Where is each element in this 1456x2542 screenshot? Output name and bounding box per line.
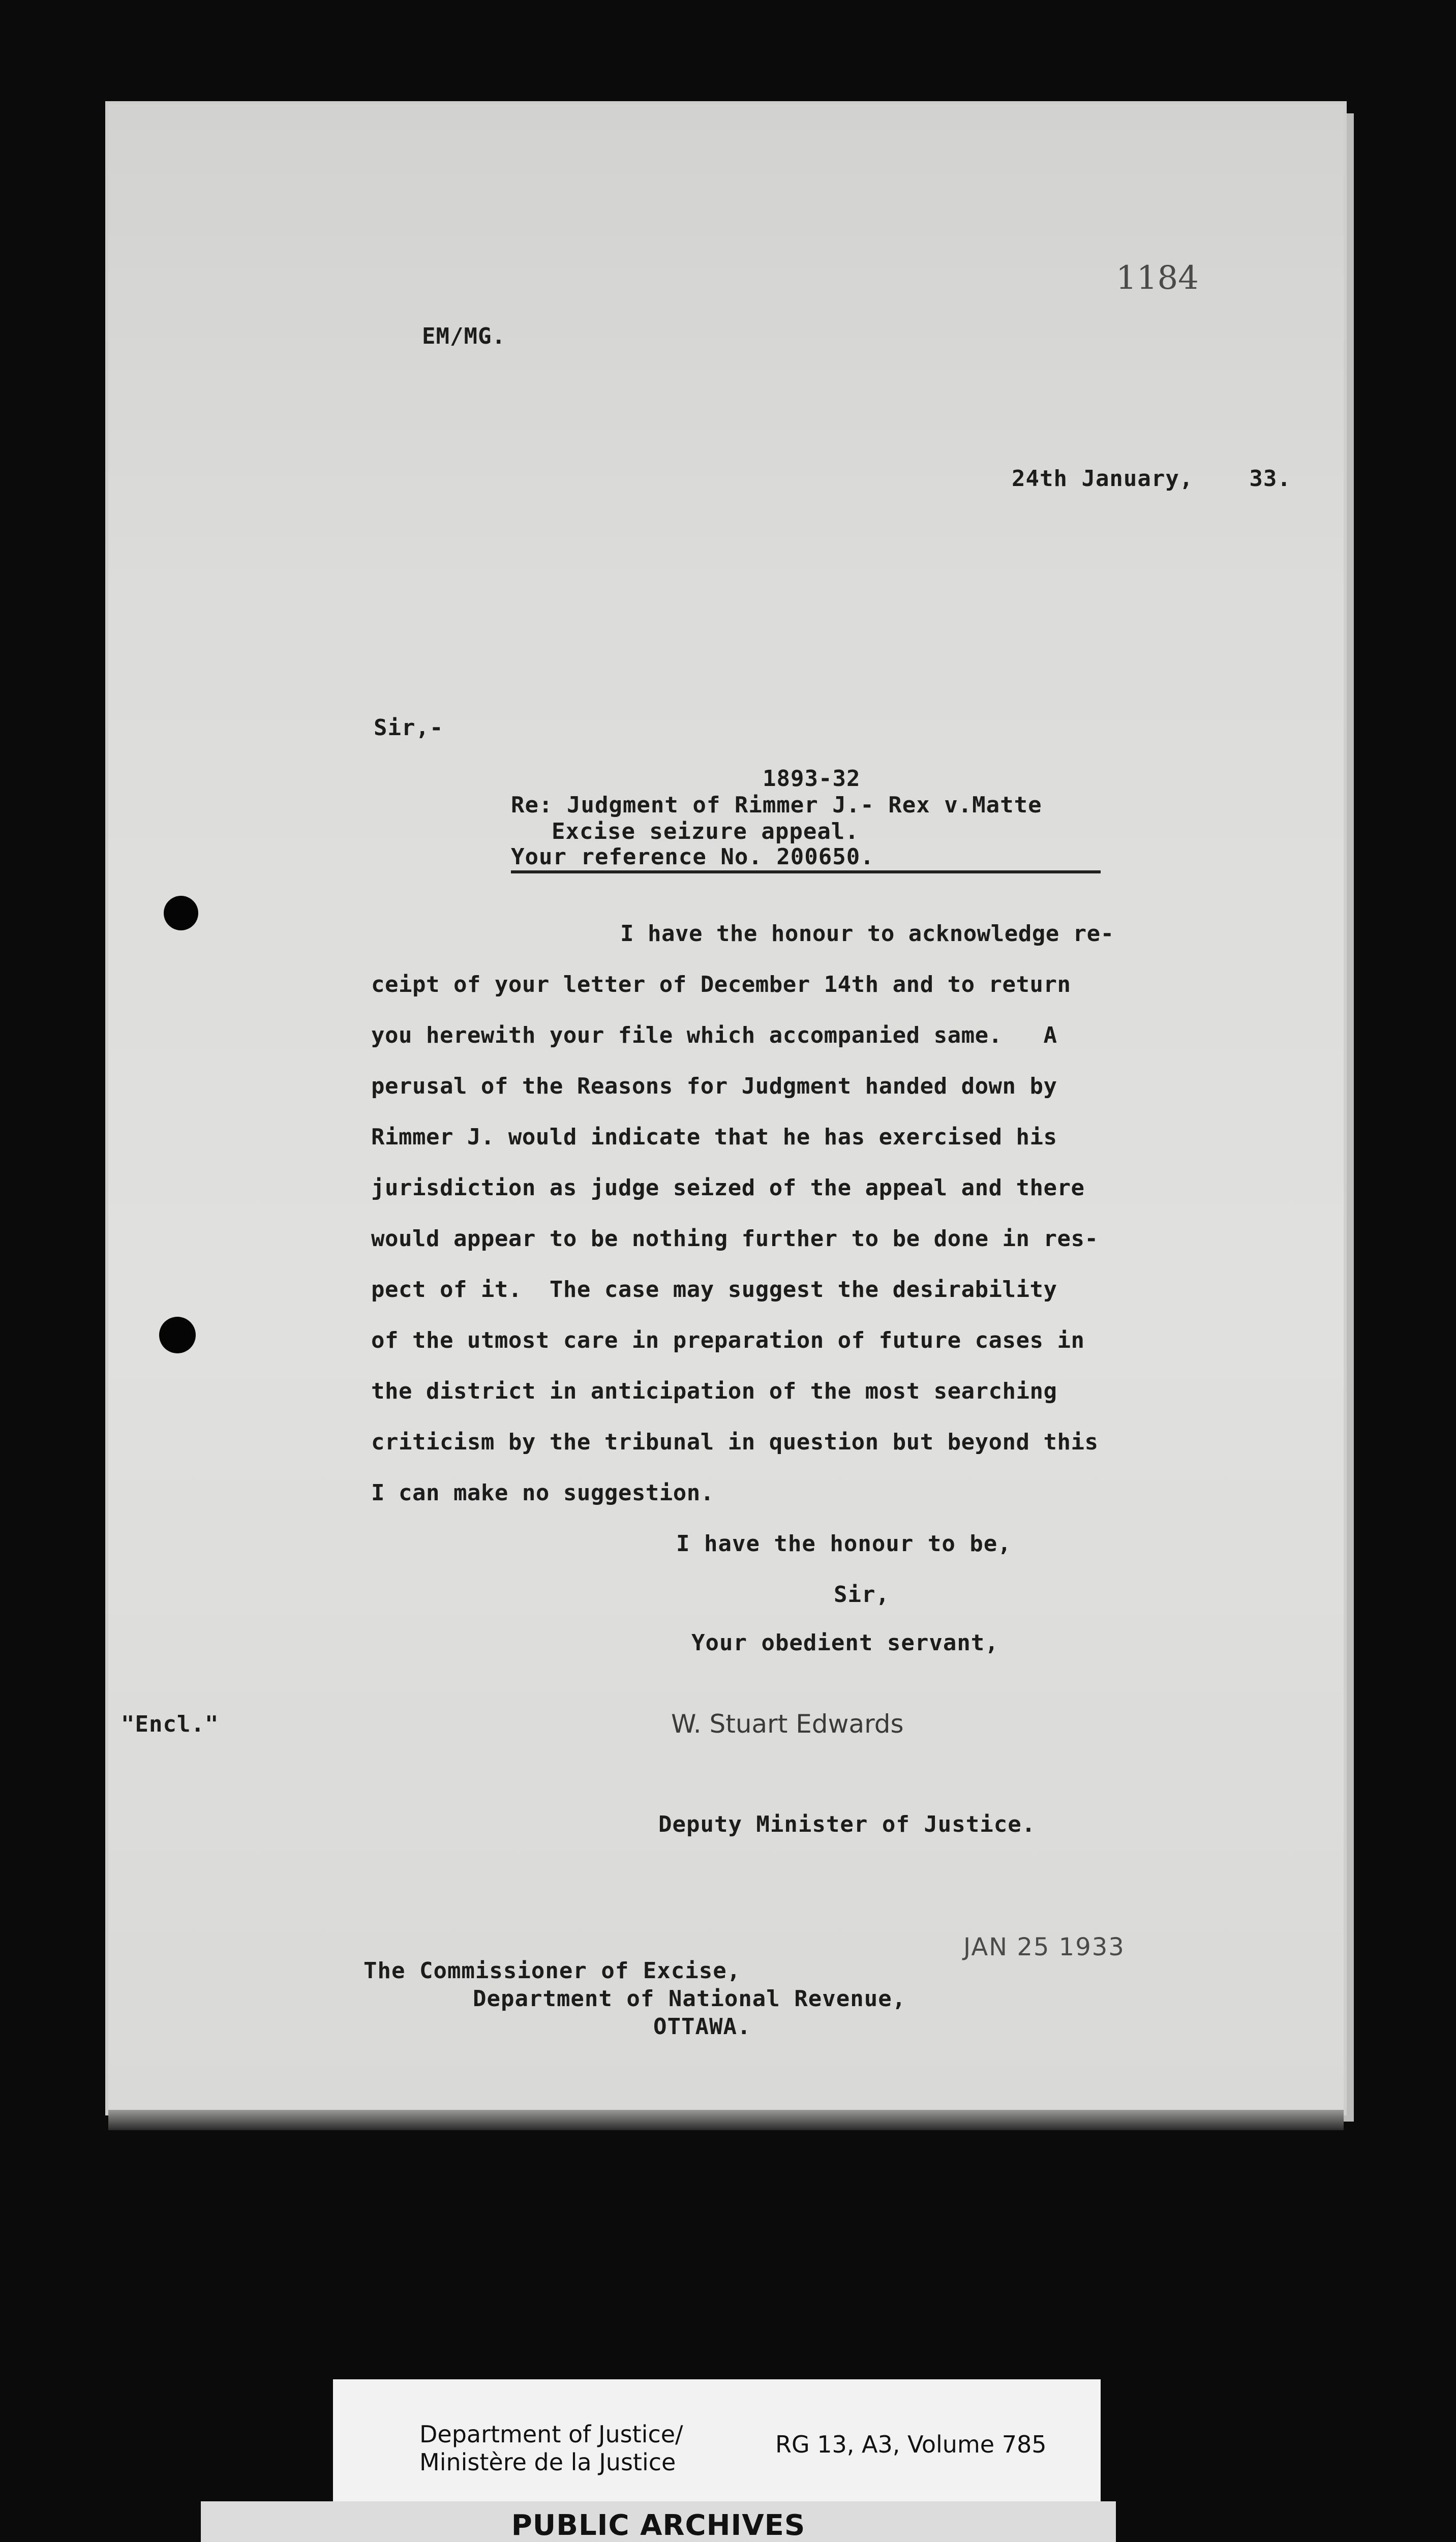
body-line: pect of it. The case may suggest the desirability (371, 1277, 1057, 1303)
subject-line-2: Excise seizure appeal. (552, 819, 859, 844)
public-archives-label (201, 2501, 1116, 2542)
salutation: Sir,- (374, 715, 444, 741)
signer-title: Deputy Minister of Justice. (658, 1811, 1036, 1837)
label-archives-en: PUBLIC ARCHIVES (511, 2509, 806, 2542)
address-line: The Commissioner of Excise, (363, 1958, 741, 1984)
body-line: I have the honour to acknowledge re- (620, 921, 1114, 947)
body-line: Rimmer J. would indicate that he has exercised his (371, 1124, 1057, 1150)
page-edge-shadow (108, 2110, 1344, 2130)
reference-number: Your reference No. 200650. (511, 844, 874, 870)
signature: W. Stuart Edwards (671, 1709, 904, 1739)
body-line: the district in anticipation of the most searching (371, 1378, 1057, 1404)
body-line: you herewith your file which accompanied same. A (371, 1022, 1057, 1048)
letter-date: 24th January, 33. (1012, 466, 1291, 492)
subject-line: Re: Judgment of Rimmer J.- Rex v.Matte (511, 792, 1042, 818)
reference-underline (511, 870, 1101, 873)
label-volume-reference: RG 13, A3, Volume 785 (775, 2431, 1047, 2458)
label-department-fr: Ministère de la Justice (419, 2448, 676, 2476)
enclosure-note: "Encl." (121, 1711, 219, 1737)
punch-hole-top (164, 896, 198, 930)
closing-servant: Your obedient servant, (691, 1630, 999, 1656)
address-line: OTTAWA. (653, 2014, 751, 2040)
closing-sir: Sir, (834, 1582, 890, 1608)
body-line: of the utmost care in preparation of future cases in (371, 1327, 1085, 1353)
address-line: Department of National Revenue, (473, 1986, 906, 2012)
body-line: perusal of the Reasons for Judgment handed down by (371, 1073, 1057, 1099)
body-line: would appear to be nothing further to be done in res- (371, 1226, 1099, 1252)
document-number: 1184 (1116, 259, 1199, 297)
body-line: I can make no suggestion. (371, 1480, 714, 1506)
label-department-en: Department of Justice/ (419, 2420, 683, 2448)
body-line: ceipt of your letter of December 14th and to return (371, 972, 1071, 997)
reference-initials: EM/MG. (422, 323, 506, 349)
closing-line: I have the honour to be, (676, 1531, 1012, 1557)
received-date-stamp: JAN 25 1933 (963, 1933, 1125, 1961)
body-line: criticism by the tribunal in question but beyond this (371, 1429, 1099, 1455)
punch-hole-bottom (159, 1317, 196, 1353)
archive-reference-label (333, 2379, 1101, 2501)
file-number: 1893-32 (763, 766, 861, 792)
body-line: jurisdiction as judge seized of the appeal and there (371, 1175, 1085, 1201)
